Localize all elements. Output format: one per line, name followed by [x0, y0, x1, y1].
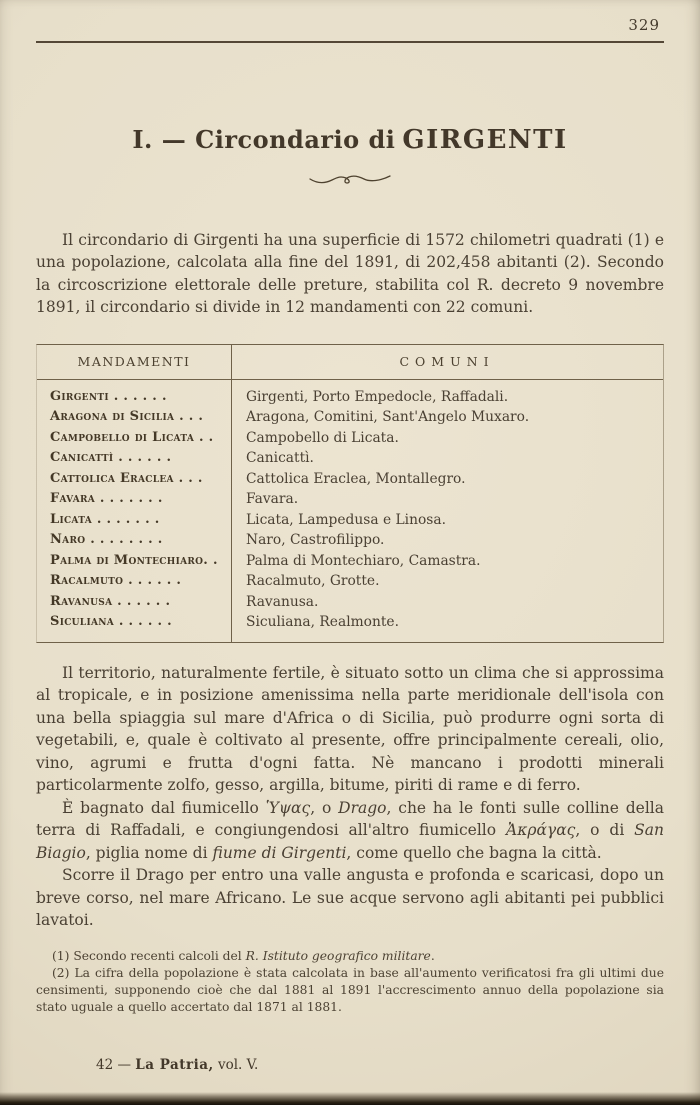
footnotes [36, 948, 664, 1017]
footer-volume: vol. V. [213, 1057, 259, 1073]
mandamento-cell: Canicattì . . . . . . [50, 450, 172, 466]
comuni-cell: Licata, Lampedusa e Linosa. [246, 511, 446, 528]
table-row [37, 612, 663, 633]
footnote-1-end: . [430, 948, 435, 963]
section-title-lead: I. — Circondario di [132, 125, 396, 154]
river-drago: Drago [338, 798, 387, 817]
mandamento-cell: Siculiana . . . . . . [50, 614, 172, 630]
top-rule [36, 41, 664, 43]
comuni-cell: Girgenti, Porto Empedocle, Raffadali. [246, 388, 509, 405]
mandamento-cell: Favara . . . . . . . [50, 491, 163, 507]
page-footer [96, 1057, 258, 1073]
table-row [37, 469, 663, 490]
section-title [36, 125, 664, 155]
page-number: 329 [628, 16, 660, 34]
table-row [37, 489, 663, 510]
footnote-1-text: (1) Secondo recenti calcoli del [52, 948, 246, 963]
body2-text: , che ha le fonti sulle colline della terra di Raffadali, e congiungendosi all'altro fiumicello [36, 798, 664, 840]
footnote-1 [36, 948, 664, 965]
greek-hypsas: Ὑψας [265, 798, 311, 817]
mandamento-cell: Girgenti . . . . . . [50, 388, 167, 404]
mandamento-cell: Racalmuto . . . . . . [50, 573, 182, 589]
mandamento-cell: Naro . . . . . . . . [50, 532, 163, 548]
comuni-cell: Cattolica Eraclea, Montallegro. [246, 470, 466, 487]
comuni-cell: Siculiana, Realmonte. [246, 614, 399, 631]
table-row [37, 387, 663, 408]
body-paragraph-2 [36, 797, 664, 864]
comuni-cell: Palma di Montechiaro, Camastra. [246, 552, 481, 569]
bottom-scan-edge [0, 1092, 700, 1105]
table-column-divider [231, 345, 232, 642]
comuni-cell: Canicattì. [246, 450, 314, 467]
flourish-curve [308, 172, 392, 186]
mandamenti-table [36, 344, 664, 643]
body2-text: , come quello che bagna la città. [346, 843, 602, 862]
body2-text: , o di [575, 821, 635, 840]
table-row [37, 592, 663, 613]
table-header-row [37, 345, 663, 380]
footnote-2: (2) La cifra della popolazione è stata calcolata in base all'aumento verificatosi fra gli ultimi due censimenti, supponendo cioè che dal 1881 al 1891 l'accrescimento annuo della popolazione sia stato uguale a quello accertato dal 1871 al 1881. [36, 965, 664, 1015]
greek-akragas: Ἀκράγας [506, 821, 576, 840]
table-header-mandamenti: MANDAMENTI [77, 354, 191, 370]
table-row [37, 551, 663, 572]
ornament-flourish-icon [36, 171, 664, 187]
table-body [37, 380, 663, 642]
body2-text: , piglia nome di [85, 843, 213, 862]
mandamento-cell: Ravanusa . . . . . . [50, 593, 171, 609]
body-paragraph-3: Scorre il Drago per entro una valle angusta e profonda e scaricasi, dopo un breve corso, nel mare Africano. Le sue acque servono agli abitanti pei pubblici lavatoi. [36, 866, 664, 930]
table-row [37, 428, 663, 449]
intro-paragraph: Il circondario di Girgenti ha una superficie di 1572 chilometri quadrati (1) e una popolazione, calcolata alla fine del 1891, di 202,458 abitanti (2). Secondo la circoscrizione elettorale delle preture, stabilita col R. decreto 9 novembre 1891, il circondario si divide in 12 mandamenti con 22 comuni. [36, 231, 664, 317]
comuni-cell: Naro, Castrofilippo. [246, 532, 385, 549]
comuni-cell: Favara. [246, 491, 299, 508]
footer-signature-number: 42 — [96, 1057, 136, 1073]
table-row [37, 510, 663, 531]
table-row [37, 571, 663, 592]
fiume-di-girgenti: fiume di Girgenti [212, 843, 347, 862]
section-title-place: GIRGENTI [402, 125, 568, 155]
mandamento-cell: Aragona di Sicilia . . . [50, 409, 204, 425]
comuni-cell: Aragona, Comitini, Sant'Angelo Muxaro. [246, 409, 530, 426]
body2-text: , o [310, 798, 339, 817]
table-row [37, 448, 663, 469]
table-row [37, 407, 663, 428]
mandamento-cell: Cattolica Eraclea . . . [50, 470, 203, 486]
footnote-1-italic: R. Istituto geografico militare [245, 948, 431, 963]
table-header-comuni: COMUNI [399, 354, 495, 370]
mandamento-cell: Campobello di Licata . . [50, 429, 214, 445]
table-row [37, 530, 663, 551]
body-paragraph-1: Il territorio, naturalmente fertile, è situato sotto un clima che si approssima al tropicale, e in posizione amenissima nella parte meridionale dell'isola con una bella spiaggia sul mare d'Africa o di Sicilia, può produrre ogni sorta di vegetabili, e, quale è coltivato al presente, offre principalmente cereali, olio, vino, agrumi e frutta d'ogni fatta. Nè mancano i prodotti minerali particolarmente zolfo, gesso, argilla, bitume, piriti di rame e di ferro. [36, 663, 664, 795]
mandamento-cell: Palma di Montechiaro. . [50, 552, 218, 568]
river-san-biagio: San Biagio [36, 821, 665, 862]
mandamento-cell: Licata . . . . . . . [50, 511, 160, 527]
body2-text: È bagnato dal fiumicello [62, 798, 266, 817]
comuni-cell: Racalmuto, Grotte. [246, 573, 380, 590]
footer-series-title: La Patria, [135, 1057, 214, 1073]
comuni-cell: Campobello di Licata. [246, 429, 399, 446]
comuni-cell: Ravanusa. [246, 593, 319, 610]
